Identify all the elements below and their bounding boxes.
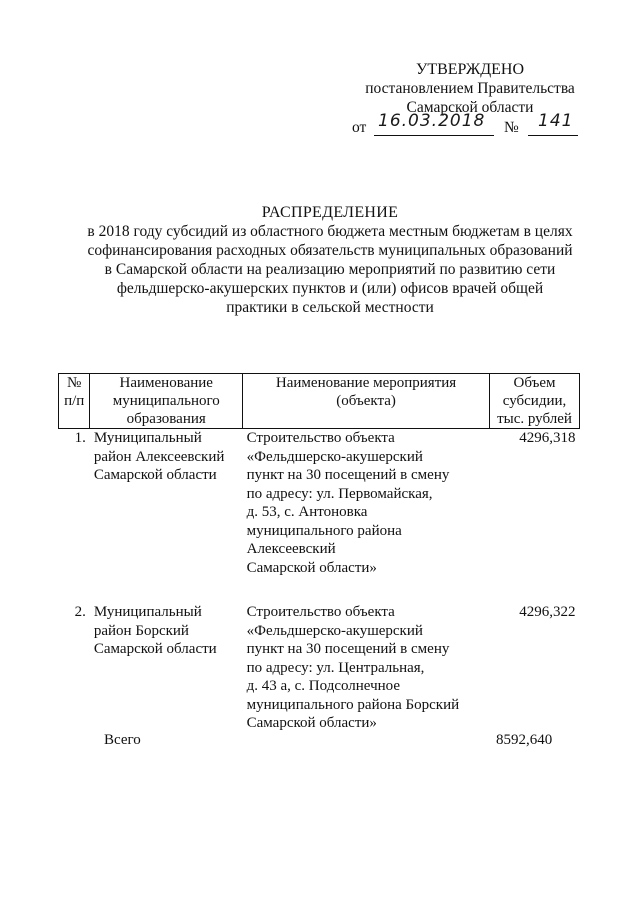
document-title: РАСПРЕДЕЛЕНИЕ <box>261 204 399 221</box>
municipality-line: район Борский <box>93 622 189 639</box>
event-line: пункт на 30 посещений в смену <box>246 467 450 483</box>
header-event-line: Наименование мероприятия <box>275 375 457 391</box>
header-num <box>59 374 90 429</box>
event-line: «Фельдшерско-акушерский <box>246 622 423 639</box>
date-prefix: от <box>352 119 367 136</box>
event-line: пункт на 30 посещений в смену <box>246 641 450 657</box>
approval-heading: УТВЕРЖДЕНО <box>415 61 524 78</box>
row-amount: 4296,318 <box>519 430 576 446</box>
approval-line-2: Самарской области <box>406 99 534 116</box>
event-line: Самарской области» <box>246 559 377 576</box>
distribution-table <box>58 373 580 733</box>
header-num-line: п/п <box>64 393 85 409</box>
table-header-row <box>59 374 580 429</box>
event-line: Самарской области» <box>246 715 377 731</box>
handwritten-number: 141 <box>538 111 574 131</box>
row-event <box>243 429 490 578</box>
header-municipality-line: муниципального <box>112 393 220 409</box>
header-municipality <box>90 374 243 429</box>
header-municipality-line: образования <box>126 411 206 427</box>
number-prefix: № <box>504 119 519 136</box>
date-underline <box>374 135 494 136</box>
header-municipality-line: Наименование <box>119 375 213 391</box>
municipality-line: Самарской области <box>93 641 217 657</box>
approval-line-1: постановлением Правительства <box>365 80 575 97</box>
row-municipality <box>90 429 243 578</box>
approval-date-number-row <box>352 111 592 140</box>
row-number: 1. <box>74 430 86 446</box>
event-line: д. 53, с. Антоновка <box>246 504 368 520</box>
event-line: муниципального района <box>246 522 402 539</box>
total-label: Всего <box>104 732 141 748</box>
event-line: муниципального района Борский <box>246 696 460 713</box>
row-amount: 4296,322 <box>519 604 576 620</box>
header-num-line: № <box>67 375 82 391</box>
approval-block <box>330 60 610 117</box>
header-amount-line: субсидии, <box>502 393 567 409</box>
event-line: Алексеевский <box>246 541 336 557</box>
municipality-line: район Алексеевский <box>93 448 225 465</box>
header-amount-line: тыс. рублей <box>497 411 572 427</box>
header-amount <box>490 374 580 429</box>
total-amount: 8592,640 <box>496 732 553 748</box>
row-event <box>243 603 490 733</box>
header-event <box>243 374 490 429</box>
title-line-3: в Самарской области на реализацию мероприятий по развитию сети <box>104 261 556 278</box>
title-line-4: фельдшерско-акушерских пунктов и (или) офисов врачей общей <box>116 280 544 297</box>
row-municipality <box>90 603 243 733</box>
event-line: по адресу: ул. Первомайская, <box>246 485 433 502</box>
title-line-5: практики в сельской местности <box>226 299 434 316</box>
document-title-block <box>70 203 590 317</box>
row-number: 2. <box>74 604 86 620</box>
municipality-line: Самарской области <box>93 467 217 483</box>
header-event-line: (объекта) <box>336 393 396 409</box>
municipality-line: Муниципальный <box>93 430 202 446</box>
row-spacer <box>59 577 580 603</box>
event-line: Строительство объекта <box>246 430 395 446</box>
event-line: д. 43 а, с. Подсолнечное <box>246 678 401 694</box>
event-line: «Фельдшерско-акушерский <box>246 448 423 465</box>
municipality-line: Муниципальный <box>93 604 202 620</box>
event-line: по адресу: ул. Центральная, <box>246 659 425 676</box>
table-row <box>59 603 580 733</box>
title-line-2: софинансирования расходных обязательств муниципальных образований <box>87 242 573 259</box>
title-line-1: в 2018 году субсидий из областного бюджета местным бюджетам в целях <box>87 223 573 240</box>
header-amount-line: Объем <box>513 375 556 391</box>
number-underline <box>528 135 578 136</box>
table-row <box>59 429 580 578</box>
event-line: Строительство объекта <box>246 604 395 620</box>
handwritten-date: 16.03.2018 <box>378 111 486 131</box>
